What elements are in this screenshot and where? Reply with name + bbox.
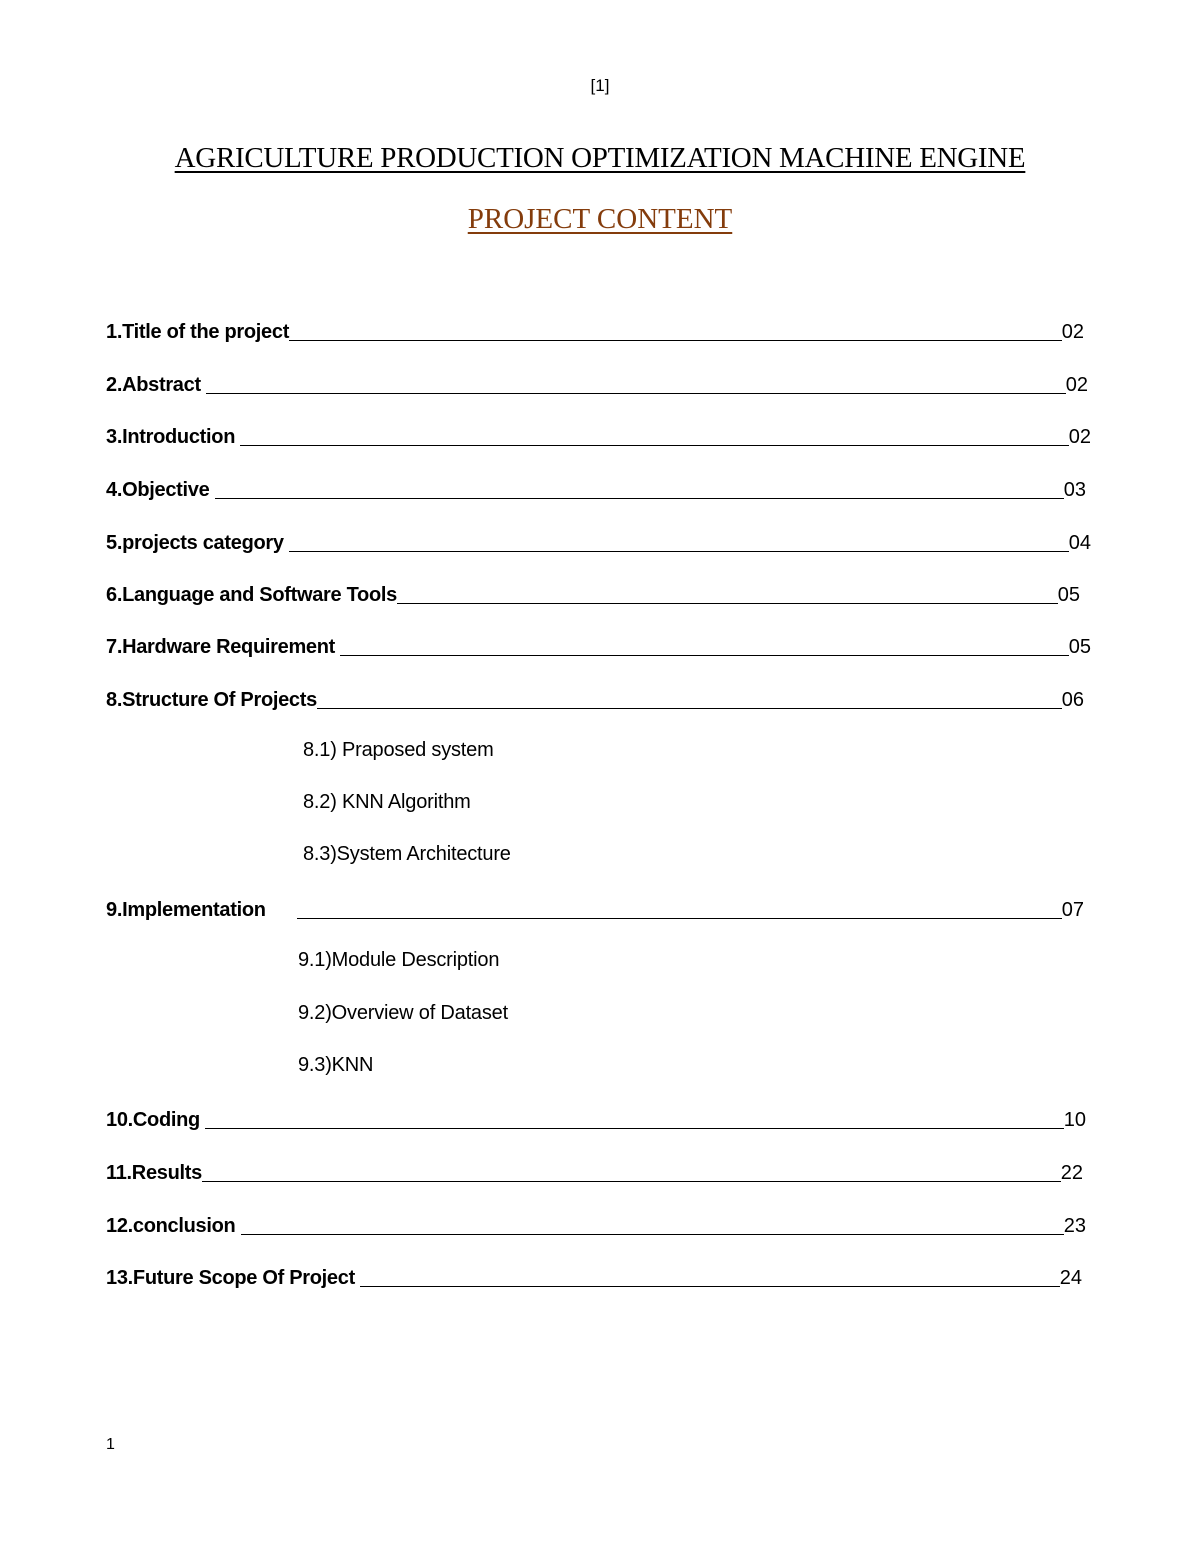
toc-entry-page: 02 (1068, 426, 1091, 448)
toc-entry-label: 5.projects category (106, 532, 289, 554)
toc-entry-page: 10 (1063, 1109, 1086, 1131)
toc-entry (106, 1106, 1086, 1132)
toc-leader-line (289, 550, 1069, 552)
toc-subentry: 9.1)Module Description (298, 949, 500, 971)
toc-entry (106, 1212, 1086, 1238)
toc-entry-page: 06 (1061, 689, 1084, 711)
toc-entry-label: 7.Hardware Requirement (106, 636, 341, 658)
footer-page-number: 1 (106, 1436, 115, 1453)
toc-entry (106, 896, 1084, 922)
toc-entry-page: 23 (1063, 1215, 1086, 1237)
toc-entry-label: 13.Future Scope Of Project (106, 1267, 361, 1289)
toc-subentry: 8.1) Praposed system (303, 739, 494, 761)
toc-entry-label: 10.Coding (106, 1109, 206, 1131)
toc-subentry: 9.2)Overview of Dataset (298, 1002, 508, 1024)
toc-entry (106, 581, 1080, 607)
toc-entry-label: 6.Language and Software Tools (106, 584, 397, 606)
toc-leader-line (317, 707, 1062, 709)
toc-entry-label: 4.Objective (106, 479, 215, 501)
toc-leader-line (215, 497, 1064, 499)
toc-entry-label: 8.Structure Of Projects (106, 689, 317, 711)
toc-leader-line (340, 654, 1068, 656)
toc-entry (106, 423, 1091, 449)
toc-entry-page: 05 (1068, 636, 1091, 658)
toc-entry (106, 686, 1084, 712)
toc-subentry: 9.3)KNN (298, 1054, 374, 1076)
toc-leader-line (289, 339, 1062, 341)
page-marker: [1] (590, 76, 610, 95)
toc-leader-line (360, 1285, 1060, 1287)
toc-subentry: 8.3)System Architecture (303, 843, 511, 865)
toc-entry-page: 02 (1061, 321, 1084, 343)
toc-entry (106, 318, 1084, 344)
toc-entry-label: 9.Implementation (106, 899, 298, 921)
toc-entry-page: 02 (1065, 374, 1088, 396)
toc-leader-line (206, 392, 1066, 394)
toc-subentry: 8.2) KNN Algorithm (303, 791, 471, 813)
toc-leader-line (205, 1127, 1064, 1129)
document-title: AGRICULTURE PRODUCTION OPTIMIZATION MACHINE ENGINE (174, 142, 1026, 174)
toc-entry-page: 05 (1057, 584, 1080, 606)
toc-entry-page: 22 (1060, 1162, 1083, 1184)
toc-entry (106, 633, 1091, 659)
toc-entry-page: 04 (1068, 532, 1091, 554)
toc-entry (106, 1264, 1082, 1290)
toc-entry-label: 1.Title of the project (106, 321, 290, 343)
toc-leader-line (397, 602, 1058, 604)
toc-entry-label: 3.Introduction (106, 426, 241, 448)
document-subtitle: PROJECT CONTENT (467, 203, 733, 235)
toc-entry (106, 476, 1086, 502)
toc-entry-page: 07 (1061, 899, 1084, 921)
toc-entry-label: 2.Abstract (106, 374, 207, 396)
toc-leader-line (240, 444, 1068, 446)
toc-entry-page: 03 (1063, 479, 1086, 501)
toc-entry-label: 12.conclusion (106, 1215, 241, 1237)
toc-leader-line (202, 1180, 1061, 1182)
toc-leader-line (241, 1233, 1064, 1235)
toc-entry (106, 1159, 1083, 1185)
toc-entry (106, 371, 1088, 397)
toc-entry-label: 11.Results (106, 1162, 202, 1184)
toc-leader-line (297, 917, 1062, 919)
toc-entry-page: 24 (1059, 1267, 1082, 1289)
toc-entry (106, 529, 1091, 555)
